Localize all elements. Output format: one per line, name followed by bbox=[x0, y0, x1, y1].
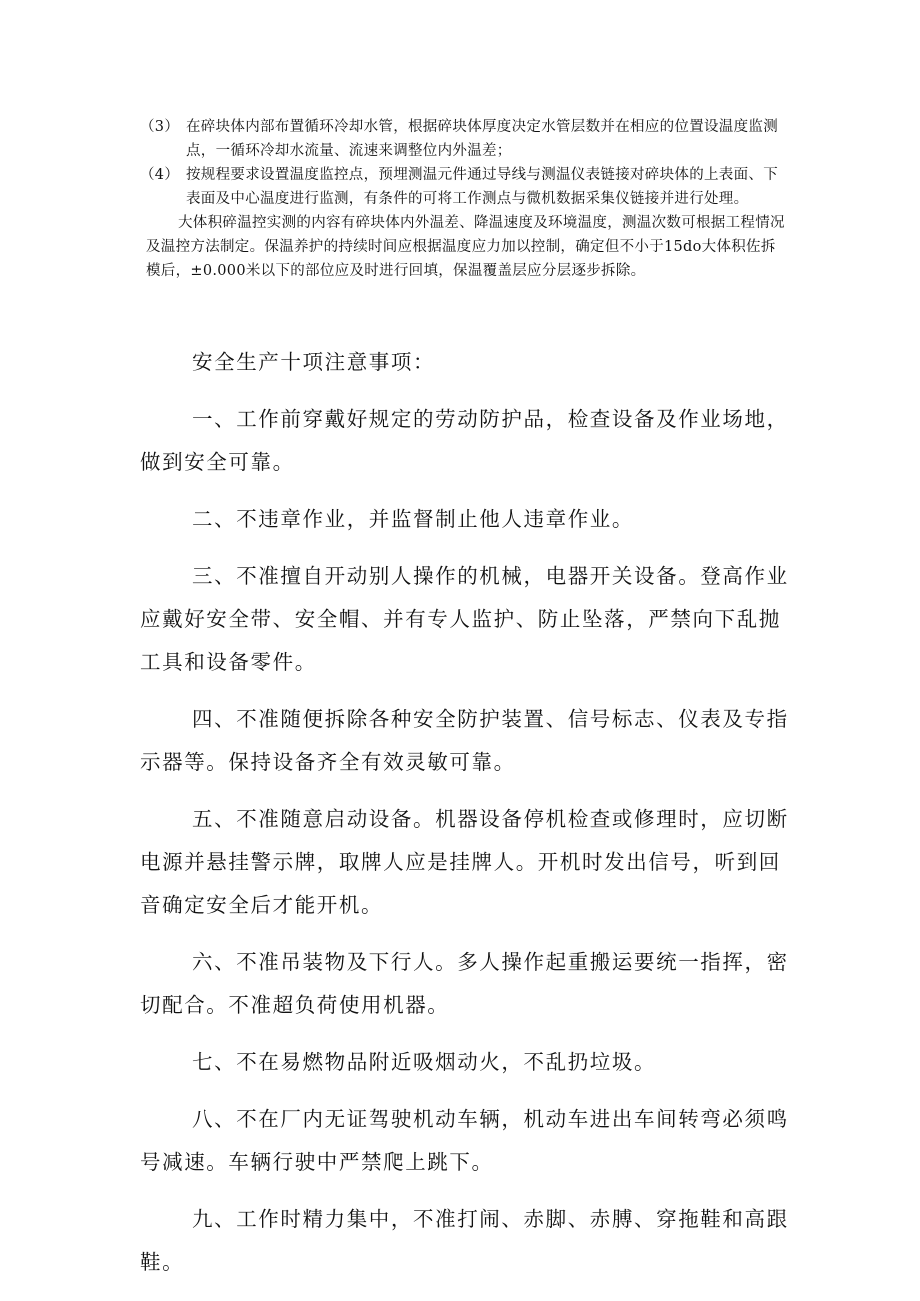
safety-item-7: 七、不在易燃物品附近吸烟动火，不乱扔垃圾。 bbox=[192, 1050, 657, 1074]
safety-item-5: 五、不准随意启动设备。机器设备停机检查或修理时，应切断电源并悬挂警示牌，取牌人应是挂牌人。开机时发出信号，听到回音确定安全后才能开机。 bbox=[140, 807, 789, 917]
safety-item-8: 八、不在厂内无证驾驶机动车辆，机动车进出车间转弯必须鸣号减速。车辆行驶中严禁爬上跳下。 bbox=[140, 1107, 789, 1174]
safety-item-9: 九、工作时精力集中，不准打闹、赤脚、赤膊、穿拖鞋和高跟鞋。 bbox=[140, 1207, 789, 1274]
safety-rules bbox=[140, 341, 790, 1284]
list-item-3 bbox=[140, 115, 790, 163]
safety-item-2: 二、不违章作业，并监督制止他人违章作业。 bbox=[192, 507, 634, 531]
safety-item-3: 三、不准擅自开动别人操作的机械，电器开关设备。登高作业应戴好安全带、安全帽、并有专人监护、防止坠落，严禁向下乱抛工具和设备零件。 bbox=[140, 564, 789, 674]
list-text-4: 按规程要求设置温度监控点，预埋测温元件通过导线与测温仪表链接对碎块体的上表面、下表面及中心温度进行监测，有条件的可将工作测点与微机数据采集仪链接并进行处理。 bbox=[186, 167, 778, 207]
safety-item-4: 四、不准随便拆除各种安全防护装置、信号标志、仪表及专指示器等。保持设备齐全有效灵敏可靠。 bbox=[140, 707, 789, 774]
construction-notes bbox=[140, 115, 790, 283]
list-text-3: 在碎块体内部布置循环冷却水管，根据碎块体厚度决定水管层数并在相应的位置设温度监测点，一循环冷却水流量、流速来调整位内外温差； bbox=[186, 119, 778, 159]
list-number-4: （4） bbox=[140, 167, 180, 183]
list-item-4 bbox=[140, 163, 790, 211]
safety-item-6: 六、不准吊装物及下行人。多人操作起重搬运要统一指挥，密切配合。不准超负荷使用机器。 bbox=[140, 950, 789, 1017]
temperature-control-paragraph: 大体积碎温控实测的内容有碎块体内外温差、降温速度及环境温度，测温次数可根据工程情况及温控方法制定。保温养护的持续时间应根据温度应力加以控制，确定但不小于15do大体积佐拆模后，±0.000米以下的部位应及时进行回填，保温覆盖层应分层逐步拆除。 bbox=[146, 215, 785, 279]
safety-title: 安全生产十项注意事项： bbox=[192, 350, 436, 374]
safety-item-1: 一、工作前穿戴好规定的劳动防护品，检查设备及作业场地，做到安全可靠。 bbox=[140, 407, 789, 474]
list-number-3: （3） bbox=[140, 119, 180, 135]
